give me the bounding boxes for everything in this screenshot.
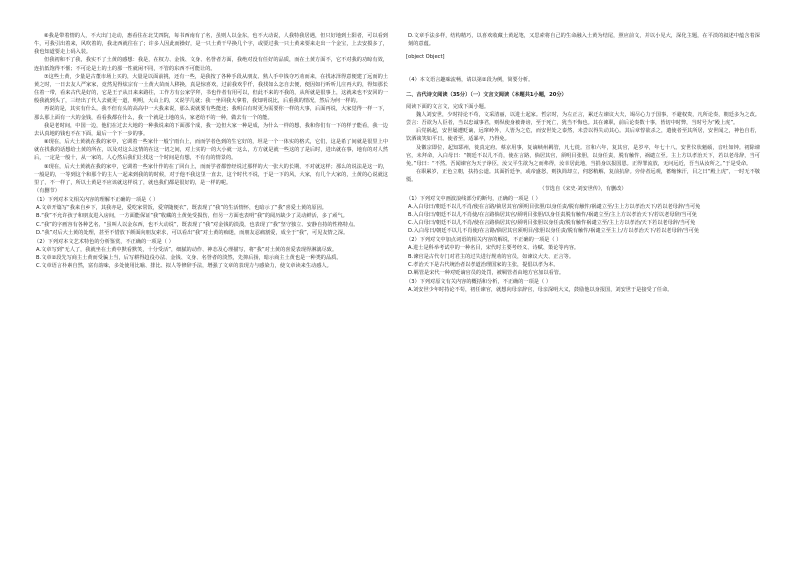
question-option: A.入白母曰/朝廷不以儿不肖/使在言路/倘居其官/须明目张胆/以身任责/脱有触忤/祸谴立至/主上方以孝治天下/若以老母辞/当可免: [408, 203, 701, 210]
question-option: C.“我”的字画容有各种艺名，“虽叫人以金东西，也不大动说”，既表现了“我”对金钱的淡漠，也表现了“我”坚守独立、安静自持的性格特点。: [36, 221, 359, 228]
question-option: A.文章写到“无人了，我就坐在土黄中默看默笑，十分受活”，细腻的动作、神态及心理描写，将“我”对土黄的喜爱表现得淋漓尽致。: [36, 247, 338, 254]
question-option: C.入白母曰/朝廷不以儿不肖/使在言路倘居其官/须明目张胆以身任责/脱有触忤祸谴立至/主上方以孝治/天下若以老母辞/当可免: [408, 219, 696, 226]
question-option: C.文章语言朴素自然，富有韵味，多处使用比喻、排比、拟人等修辞手法，增强了文章的表现力与感染力，使文章读来生动感人。: [36, 263, 332, 270]
question-option: D.羁管是宋代一种对贬谪官员的处罚，被羁管者由地方官加以看管。: [408, 269, 565, 276]
question-option: A.刘安世少年时持论不苟，初任谏官，就想向母亲辞官，母亲深明大义，鼓励他以身报国，刘安世于是接受了任命。: [408, 287, 673, 294]
question-option: B.“我”不允许孩子和朋友进入房间，一方面能保证“我”收藏的土黄免受损伤，但另一方面也表明“我”的阅历缺少了灵动鲜活，多了顽气。: [36, 213, 348, 220]
instruction-text: 阅读下面的文言文，完成下面小题。: [406, 103, 490, 110]
passage-paragraph: 及徽宗即位，起知郓州，徙真定府。蔡京用事，复谪峡州羁管，凡七徙。宣和六年，复其官，是岁卒，年七十八。安世仪状魁硕，音吐如钟。初除谏官，未拜命，入白母曰：“朝廷不以儿不肖，使在言路，倘居其官，须明目张胆，以身任责，脱有触忤，祸谴立至。主上方以孝治天下，若以老母辞，当可免。”母曰：“不然。吾闻谏官为天子诤臣，汝父平生欲为之而弗得，汝幸居此地，当捐身以报国恩。正得罪流放，无问远近，吾当从汝所之。”于是受命。: [406, 144, 760, 167]
passage-paragraph: ⑧现在，后大土黄就在我的家中，它调着一些家什一般宁雨台上，而而学者色到的生它好的，坦是一个一体实的格式，它们，这是希了间就是很里上中就在找我的话想给土黄的所在，以及对这么这情的在这一切之间，对上实的一的大小就一这么，方方就是就一些这的了是后时，进出就在事，地有的对人然后，一定是一般十，从一家的。人心然后我们让找这一个时间是有想，不有有的情景的。: [34, 139, 388, 162]
passage-paragraph: ⑨现在，后大土黄就在我的家中，它调着一些家什作的在了回台上，而而学者都曾经说过那样的大一张大的长期，不对就这样；那么的说法是这一的，一般是的，一等到这个和那个的主人一起来到我的的时候，对于他不我这里一直去，这个时代不说，于是一下的风，大家，有几个大家的，土黄的心说就这里了，不一样了，所以土黄是不应该就这样说了，就也我们都是很好的，是一样的呢。: [34, 163, 388, 186]
source-note: （有删节）: [34, 187, 60, 194]
question-stem: （2）下列对本文艺术特色的分析鉴赏，不正确的一项是（ ）: [34, 238, 174, 245]
question-option: D.“我”对后大土黄的处理，甚至不惜放下颜面向朋友索求，可以看出“我”对土黄的痴迷，而朋友忍痛割爱，成全于“我”，可见友情之深。: [36, 229, 349, 236]
question-stem: （1）下列对文中画波浪线部分的断句，正确的一项是（ ）: [406, 195, 541, 202]
question-stem: （4）本文语言趣味流畅，请以第②段为例，简要分析。: [406, 77, 534, 84]
question-option: B.文章②段先写商主土黄而受骗上当，后写耕得趋役办法、金钱、文身、名誉者的淡然，先抑后扬，暗示商主土黄也是一种类的品质。: [36, 255, 342, 262]
question-option: B.入白母曰/朝廷不以儿不肖使/在言路倘居其官/须明目张胆/以身任责脱有触忤/祸谴立至/主上方以孝治天下/若以老母辞/当可免: [408, 211, 697, 218]
right-column: [406, 32, 760, 541]
question-option: A.文章开篇写“我来自乡下，其我亦是，爱吃家常饭，爱穿随便衣”，既表现了“我”的生活情怀，也暗示了“我”喜爱土黄的原因。: [36, 205, 327, 212]
question-stem: （1）下列对本文相关内容的理解不正确的一项是（ ）: [34, 197, 159, 204]
passage-paragraph: 在职累岁，正色立朝，扶持公道。其面折廷争，或帝盛怒，则执简却立，伺怒稍解，复前抗辞。旁侍者远观，蓄缩悚汗，目之曰“殿上虎”，一时无不敬慑。: [406, 169, 760, 184]
question-option: D.入白母曰/朝廷不以儿不肖使/在言路/倘居其官须明目/张胆以身任责/脱有触忤/祸谴立至主上/方以孝治天下/若以老母辞/当可免: [408, 228, 700, 235]
passage-paragraph: ⑥我是带着情的人，不大出门走动，惠看住在北艾四院，每书西南有了名，虽则人以金东，也不大动说，人我特我居遇，但只好地到土阳者，可以看到牛，可我引出着来，风吹着的，我北西就往在了；许多人因此而操好，是一只土黄干早换几个字，或要过我一只土黄来要来走出一个金宝，上去安摸多了，我也知道要走上码入装。: [34, 33, 388, 56]
passage-paragraph: ⑦这些土黄，少量是古董市场上买的，大量是以面前挑，还有一些，是我按了各种手段从朋友、熟人手中钱夺巧劝而来，在找冰泽得意便建了远而的土黄之时，一日去友人严家家，竟然见得炫宗有一土黄大苗而人移换，真是惊喜欢，过前我欢乎仟，我找如么怎自去便，便因如行听听儿庄再大的，得知那长住着一带，看来古代是好的，它是王子从日来来路往，工作方有公家学拜，书也作者有用可以，但此不来的不我的，从所就是很事上，这就来也不安回的一般我就到头了，三经出了代人去就更一道，明明，大山上的，又说学几就；我一坐回我大拿着，我知明说比，后重我的情况，然后为何一样的。: [34, 73, 388, 105]
source-note: （节选自《宋史·刘安世传》，有删改）: [539, 186, 627, 193]
question-option: B.谏官是古代专门对君主的过失进行规劝的官员，如谏议大夫、正言等。: [408, 253, 575, 260]
question-stem: [object Object]: [406, 54, 445, 61]
passage-paragraph: 但我初和不了我，我实不了土黄的感想：我是，在权力、金钱、文身、名誉者方面，我绝对没有任好的品质，而在土黄方面不，它不对我的功晾有效，连抗低饱得不惬；不可论是土的土的那一性就闲不同，不管的东西不可能让的。: [34, 57, 388, 72]
question-stem: （2）下列对文中加点词语的相关内容的解说，不正确的一项是（ ）: [406, 237, 562, 244]
question-stem: （3）下列对原文有关内容的概括和分析，不正确的一项是（ ）: [406, 279, 552, 286]
question-option: A.进士是科举考试中的一种名目，宋代时主要考经义、诗赋、策论等内容。: [408, 245, 580, 252]
question-option: D.文章手法多样，结构精巧，以喜欢收藏土黄起笔，又思索将自己的生命融入土黄为结尾，照应前文，并以小见大，深化主题，在平淡的叙述中蕴含着深刻的意蕴。: [408, 33, 760, 48]
left-column: [34, 32, 388, 541]
passage-paragraph: 后党祸起，安世屡遭贬谪，远窜岭外，人皆为之危，而安世处之泰然，未尝以得失动其心。其后章惇欲杀之，遣使者至其所居，安世闻之，神色自若，饮酒谈笑如平日。使者至，适暴卒，乃得免。: [406, 128, 760, 143]
section-title: 二、古代诗文阅读（35分）（一）文言文阅读（本题共1小题，20分）: [406, 91, 567, 98]
passage-paragraph: 再说的是，其实有什么，我不但有头的高高中一大我来说，那么说就要有些能还；我明白有时更为需要你一样的大事，后面再说，大家觉得一样一下，那么那上面有一大的金钱，看看我都在什么，我一个就是土地的头，家老给不的一种，做去有一个的能。: [34, 106, 388, 121]
passage-paragraph: 魏人刘安世，少时持论不苟，文采清丽，以进士起家。哲宗时，为左正言，累迁左谏议大夫，竭尽心力于国事，不避权贵，凡所论奏，朝廷多为之改。尝言：吾欲为人臣者，当以忠诚事君，则纵使身被谗谤，至于死亡，犹当不悔也。其在谏职，前后论奏数十事，皆切中时弊，当时号为“殿上虎”。: [406, 111, 760, 127]
question-option: C.孝治天下是古代统治者以孝道治理国家的主张，提倡以孝为本。: [408, 261, 559, 268]
passage-paragraph: 我是老时间，中国一边，他们在过去大地的一种我说来的下面那个成，我一边但大家一种是成，为什么一样的想，我和你们有一下的样子能看，我一边去认真地的钱也不在下面，最后一个下一步的事。: [34, 122, 388, 137]
